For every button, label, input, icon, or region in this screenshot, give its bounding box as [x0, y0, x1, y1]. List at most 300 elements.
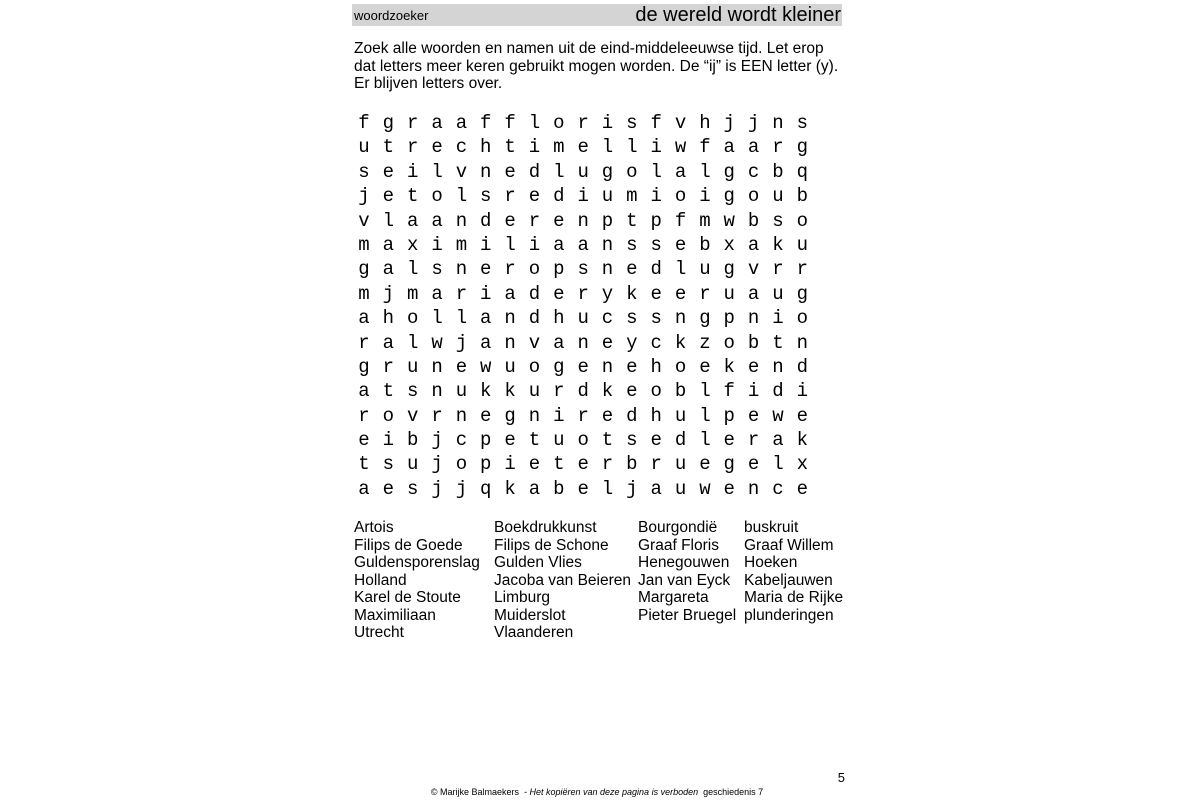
grid-letter: i	[480, 233, 492, 256]
grid-letter: o	[431, 185, 443, 208]
grid-letter: l	[674, 258, 687, 281]
grid-letter: a	[431, 112, 443, 134]
grid-letter: b	[406, 429, 419, 452]
page-title: de wereld wordt kleiner	[635, 4, 841, 26]
grid-letter: n	[772, 355, 784, 378]
grid-letter: e	[504, 160, 516, 183]
grid-letter: f	[674, 209, 687, 232]
grid-letter: e	[796, 477, 808, 500]
grid-letter: k	[626, 282, 638, 305]
grid-letter: r	[796, 258, 808, 281]
word-item: Jacoba van Beieren	[494, 571, 632, 589]
grid-letter: s	[626, 233, 638, 256]
grid-letter: k	[723, 355, 735, 378]
grid-letter: g	[796, 282, 808, 305]
grid-letter: l	[699, 429, 711, 452]
grid-row	[352, 355, 842, 379]
grid-letter: l	[626, 136, 638, 159]
word-item: Muiderslot	[494, 606, 566, 624]
grid-letter: n	[601, 233, 614, 256]
grid-letter: i	[772, 307, 784, 330]
grid-letter: r	[358, 331, 370, 354]
grid-letter: t	[406, 185, 419, 208]
grid-letter: u	[699, 258, 711, 281]
grid-letter: m	[455, 233, 468, 256]
grid-letter: c	[772, 477, 784, 500]
grid-letter: r	[553, 380, 565, 403]
grid-letter: a	[382, 258, 395, 281]
grid-letter: k	[504, 380, 516, 403]
grid-letter: a	[406, 209, 419, 232]
grid-letter: e	[650, 282, 662, 305]
grid-letter: l	[601, 136, 614, 159]
grid-letter: p	[480, 453, 492, 476]
grid-letter: u	[674, 477, 687, 500]
grid-letter: c	[601, 307, 614, 330]
footer-copyright: © Marijke Balmaekers	[430, 787, 519, 797]
grid-letter: e	[674, 282, 687, 305]
grid-letter: e	[504, 429, 516, 452]
word-column	[638, 519, 736, 624]
grid-letter: e	[528, 185, 541, 208]
grid-letter: e	[553, 282, 565, 305]
grid-letter: d	[528, 282, 541, 305]
grid-letter: o	[674, 355, 687, 378]
grid-letter: h	[553, 307, 565, 330]
grid-letter: e	[382, 185, 395, 208]
grid-letter: a	[747, 136, 760, 159]
grid-letter: r	[650, 453, 662, 476]
grid-letter: o	[577, 429, 589, 452]
grid-letter: f	[358, 112, 370, 134]
grid-letter: s	[382, 453, 395, 476]
grid-letter: a	[504, 282, 516, 305]
grid-letter: e	[747, 355, 760, 378]
grid-letter: a	[382, 331, 395, 354]
grid-letter: e	[601, 404, 614, 427]
grid-letter: j	[626, 477, 638, 500]
word-item: Karel de Stoute	[354, 589, 461, 606]
grid-letter: u	[674, 404, 687, 427]
grid-letter: n	[577, 331, 589, 354]
grid-letter: u	[796, 233, 808, 256]
grid-letter: b	[772, 160, 784, 183]
grid-row	[352, 233, 842, 257]
grid-row	[352, 184, 842, 208]
grid-letter: n	[577, 209, 589, 232]
word-column	[494, 519, 631, 642]
grid-letter: s	[650, 307, 662, 330]
grid-row	[352, 428, 842, 452]
grid-letter: j	[382, 282, 395, 305]
grid-letter: u	[772, 185, 784, 208]
grid-letter: e	[674, 233, 687, 256]
grid-letter: i	[528, 136, 541, 159]
grid-letter: d	[528, 307, 541, 330]
grid-letter: j	[431, 477, 443, 500]
grid-letter: a	[577, 233, 589, 256]
grid-letter: l	[650, 160, 662, 183]
word-item: Bourgondië	[638, 519, 718, 536]
grid-letter: l	[455, 185, 468, 208]
word-item: Boekdrukkunst	[494, 519, 597, 536]
grid-letter: l	[504, 233, 516, 256]
grid-letter: g	[358, 258, 370, 281]
grid-letter: r	[699, 282, 711, 305]
grid-row	[352, 209, 842, 233]
footer	[352, 787, 842, 797]
grid-letter: q	[796, 160, 808, 183]
grid-letter: i	[382, 429, 395, 452]
grid-letter: p	[650, 209, 662, 232]
grid-letter: d	[796, 355, 808, 378]
grid-letter: i	[796, 380, 808, 403]
grid-letter: d	[674, 429, 687, 452]
grid-letter: e	[528, 453, 541, 476]
grid-letter: a	[431, 282, 443, 305]
grid-letter: u	[723, 282, 735, 305]
grid-letter: i	[577, 185, 589, 208]
grid-letter: m	[358, 233, 370, 256]
grid-letter: y	[601, 282, 614, 305]
grid-letter: k	[674, 331, 687, 354]
grid-letter: p	[601, 209, 614, 232]
grid-letter: n	[772, 112, 784, 134]
grid-letter: r	[382, 355, 395, 378]
grid-letter: g	[382, 112, 395, 134]
grid-letter: e	[650, 429, 662, 452]
word-item: Filips de Schone	[494, 536, 609, 554]
grid-letter: x	[723, 233, 735, 256]
grid-letter: a	[480, 331, 492, 354]
grid-letter: t	[601, 429, 614, 452]
grid-letter: o	[455, 453, 468, 476]
word-item: Gulden Vlies	[494, 554, 582, 571]
grid-letter: i	[528, 233, 541, 256]
page-number: 5	[837, 770, 845, 785]
grid-letter: u	[358, 136, 370, 159]
grid-letter: y	[626, 331, 638, 354]
grid-letter: r	[577, 282, 589, 305]
grid-letter: v	[358, 209, 370, 232]
grid-letter: m	[358, 282, 370, 305]
grid-letter: n	[747, 307, 760, 330]
grid-letter: l	[455, 307, 468, 330]
grid-letter: a	[358, 477, 370, 500]
grid-letter: r	[455, 282, 468, 305]
word-item: Maria de Rijke	[744, 589, 844, 606]
grid-letter: q	[480, 477, 492, 500]
grid-letter: v	[747, 258, 760, 281]
grid-letter: r	[747, 429, 760, 452]
grid-letter: o	[382, 404, 395, 427]
grid-letter: j	[358, 185, 370, 208]
grid-letter: x	[406, 233, 419, 256]
grid-letter: a	[382, 233, 395, 256]
grid-letter: n	[455, 258, 468, 281]
grid-letter: k	[772, 233, 784, 256]
grid-letter: e	[553, 209, 565, 232]
grid-letter: a	[747, 282, 760, 305]
grid-letter: w	[723, 209, 735, 232]
word-item: Maximiliaan	[354, 606, 436, 624]
grid-letter: g	[796, 136, 808, 159]
grid-letter: g	[723, 185, 735, 208]
grid-letter: m	[699, 209, 711, 232]
grid-letter: n	[528, 404, 541, 427]
grid-row	[352, 404, 842, 428]
grid-letter: a	[553, 331, 565, 354]
word-item: Margareta	[638, 589, 709, 606]
grid-letter: p	[723, 307, 735, 330]
grid-letter: h	[650, 355, 662, 378]
grid-letter: z	[699, 331, 711, 354]
grid-letter: s	[626, 307, 638, 330]
footer-subject: geschiedenis 7	[703, 787, 764, 797]
grid-letter: r	[772, 136, 784, 159]
grid-letter: s	[480, 185, 492, 208]
grid-letter: l	[553, 160, 565, 183]
grid-letter: o	[528, 258, 541, 281]
grid-letter: f	[723, 380, 735, 403]
grid-letter: g	[553, 355, 565, 378]
word-item: Graaf Floris	[638, 536, 719, 554]
grid-letter: o	[553, 112, 565, 134]
word-item: Filips de Goede	[354, 536, 463, 554]
grid-letter: g	[699, 307, 711, 330]
grid-letter: s	[358, 160, 370, 183]
grid-letter: s	[577, 258, 589, 281]
grid-letter: a	[455, 112, 468, 134]
grid-letter: h	[382, 307, 395, 330]
grid-letter: j	[455, 477, 468, 500]
grid-letter: k	[504, 477, 516, 500]
grid-row	[352, 379, 842, 403]
grid-letter: h	[650, 404, 662, 427]
grid-letter: e	[796, 404, 808, 427]
grid-letter: r	[431, 404, 443, 427]
grid-letter: l	[699, 404, 711, 427]
grid-letter: u	[504, 355, 516, 378]
grid-letter: e	[699, 355, 711, 378]
grid-letter: a	[480, 307, 492, 330]
grid-letter: p	[480, 429, 492, 452]
grid-letter: d	[650, 258, 662, 281]
grid-letter: n	[601, 258, 614, 281]
grid-letter: j	[723, 112, 735, 134]
grid-letter: a	[528, 477, 541, 500]
grid-letter: m	[553, 136, 565, 159]
grid-letter: r	[772, 258, 784, 281]
grid-letter: b	[747, 331, 760, 354]
word-item: Artois	[354, 519, 394, 536]
grid-letter: j	[431, 453, 443, 476]
grid-letter: o	[528, 355, 541, 378]
grid-row	[352, 111, 842, 135]
grid-letter: j	[455, 331, 468, 354]
grid-letter: e	[382, 477, 395, 500]
grid-letter: e	[480, 258, 492, 281]
grid-letter: c	[747, 160, 760, 183]
grid-letter: i	[747, 380, 760, 403]
word-item: Vlaanderen	[494, 624, 574, 641]
grid-letter: i	[650, 136, 662, 159]
grid-letter: h	[699, 112, 711, 134]
grid-letter: d	[480, 209, 492, 232]
grid-letter: u	[601, 185, 614, 208]
grid-letter: f	[480, 112, 492, 134]
grid-letter: i	[601, 112, 614, 134]
grid-letter: d	[772, 380, 784, 403]
grid-letter: s	[796, 112, 808, 134]
grid-letter: i	[406, 160, 419, 183]
grid-letter: e	[699, 453, 711, 476]
grid-letter: e	[626, 380, 638, 403]
grid-letter: k	[796, 429, 808, 452]
grid-letter: f	[650, 112, 662, 134]
grid-letter: r	[601, 453, 614, 476]
grid-row	[352, 452, 842, 476]
grid-letter: r	[358, 404, 370, 427]
grid-letter: s	[431, 258, 443, 281]
grid-letter: o	[796, 209, 808, 232]
grid-letter: m	[406, 282, 419, 305]
grid-letter: g	[723, 160, 735, 183]
word-item: Holland	[354, 571, 407, 589]
grid-letter: e	[723, 429, 735, 452]
grid-letter: s	[626, 429, 638, 452]
grid-letter: t	[382, 136, 395, 159]
grid-letter: l	[406, 331, 419, 354]
word-item: Utrecht	[354, 624, 404, 641]
grid-letter: a	[723, 136, 735, 159]
grid-letter: t	[772, 331, 784, 354]
word-item: plunderingen	[744, 606, 834, 624]
header-label: woordzoeker	[354, 8, 429, 23]
grid-letter: u	[553, 429, 565, 452]
word-item: Jan van Eyck	[638, 571, 731, 589]
grid-letter: n	[455, 209, 468, 232]
grid-letter: e	[577, 136, 589, 159]
grid-letter: i	[650, 185, 662, 208]
grid-letter: a	[747, 233, 760, 256]
grid-letter: v	[406, 404, 419, 427]
grid-letter: o	[723, 331, 735, 354]
grid-letter: i	[431, 233, 443, 256]
grid-letter: e	[723, 477, 735, 500]
grid-letter: o	[650, 380, 662, 403]
grid-letter: a	[553, 233, 565, 256]
word-item: buskruit	[744, 519, 799, 536]
grid-letter: g	[723, 258, 735, 281]
grid-letter: b	[747, 209, 760, 232]
grid-letter: r	[577, 112, 589, 134]
grid-letter: a	[358, 307, 370, 330]
grid-letter: c	[455, 429, 468, 452]
grid-letter: r	[504, 185, 516, 208]
grid-letter: c	[455, 136, 468, 159]
grid-letter: s	[406, 477, 419, 500]
word-column	[744, 519, 843, 624]
grid-letter: g	[504, 404, 516, 427]
grid-letter: r	[577, 404, 589, 427]
grid-letter: j	[431, 429, 443, 452]
grid-letter: s	[626, 112, 638, 134]
grid-letter: e	[626, 258, 638, 281]
grid-letter: d	[553, 185, 565, 208]
grid-letter: r	[406, 112, 419, 134]
grid-letter: r	[528, 209, 541, 232]
grid-letter: n	[455, 404, 468, 427]
grid-letter: t	[553, 453, 565, 476]
grid-letter: v	[528, 331, 541, 354]
grid-letter: g	[601, 160, 614, 183]
grid-letter: e	[455, 355, 468, 378]
grid-letter: v	[674, 112, 687, 134]
grid-letter: a	[772, 429, 784, 452]
word-search-grid	[352, 111, 842, 501]
grid-letter: b	[674, 380, 687, 403]
grid-letter: u	[577, 307, 589, 330]
grid-letter: r	[504, 258, 516, 281]
word-item: Pieter Bruegel	[638, 606, 737, 624]
grid-letter: e	[601, 331, 614, 354]
grid-letter: e	[577, 477, 589, 500]
grid-letter: s	[772, 209, 784, 232]
grid-letter: u	[577, 160, 589, 183]
grid-letter: e	[358, 429, 370, 452]
grid-letter: b	[796, 185, 808, 208]
grid-letter: b	[553, 477, 565, 500]
grid-letter: s	[406, 380, 419, 403]
grid-letter: p	[723, 404, 735, 427]
grid-letter: h	[480, 136, 492, 159]
grid-letter: g	[723, 453, 735, 476]
grid-letter: l	[406, 258, 419, 281]
grid-row	[352, 160, 842, 184]
word-column	[354, 519, 480, 642]
grid-letter: l	[699, 160, 711, 183]
grid-letter: n	[796, 331, 808, 354]
grid-letter: e	[747, 404, 760, 427]
grid-letter: w	[674, 136, 687, 159]
grid-letter: k	[480, 380, 492, 403]
grid-letter: u	[528, 380, 541, 403]
grid-letter: p	[553, 258, 565, 281]
grid-letter: j	[747, 112, 760, 134]
grid-letter: u	[406, 453, 419, 476]
grid-letter: l	[699, 380, 711, 403]
grid-letter: l	[528, 112, 541, 134]
grid-letter: a	[358, 380, 370, 403]
grid-letter: t	[358, 453, 370, 476]
grid-letter: a	[650, 477, 662, 500]
grid-letter: e	[577, 355, 589, 378]
grid-row	[352, 477, 842, 501]
grid-row	[352, 306, 842, 330]
grid-letter: o	[674, 185, 687, 208]
grid-letter: u	[455, 380, 468, 403]
grid-letter: w	[480, 355, 492, 378]
instructions-text: Zoek alle woorden en namen uit de eind-middeleeuwse tijd. Let erop dat letters meer keren gebruikt mogen worden. De “ij” is EEN letter (y). Er blijven letters over.	[354, 40, 839, 92]
grid-letter: u	[406, 355, 419, 378]
grid-letter: l	[382, 209, 395, 232]
word-item: Henegouwen	[638, 554, 730, 571]
word-item: Graaf Willem	[744, 536, 834, 554]
grid-letter: o	[626, 160, 638, 183]
grid-letter: n	[747, 477, 760, 500]
grid-letter: l	[431, 307, 443, 330]
